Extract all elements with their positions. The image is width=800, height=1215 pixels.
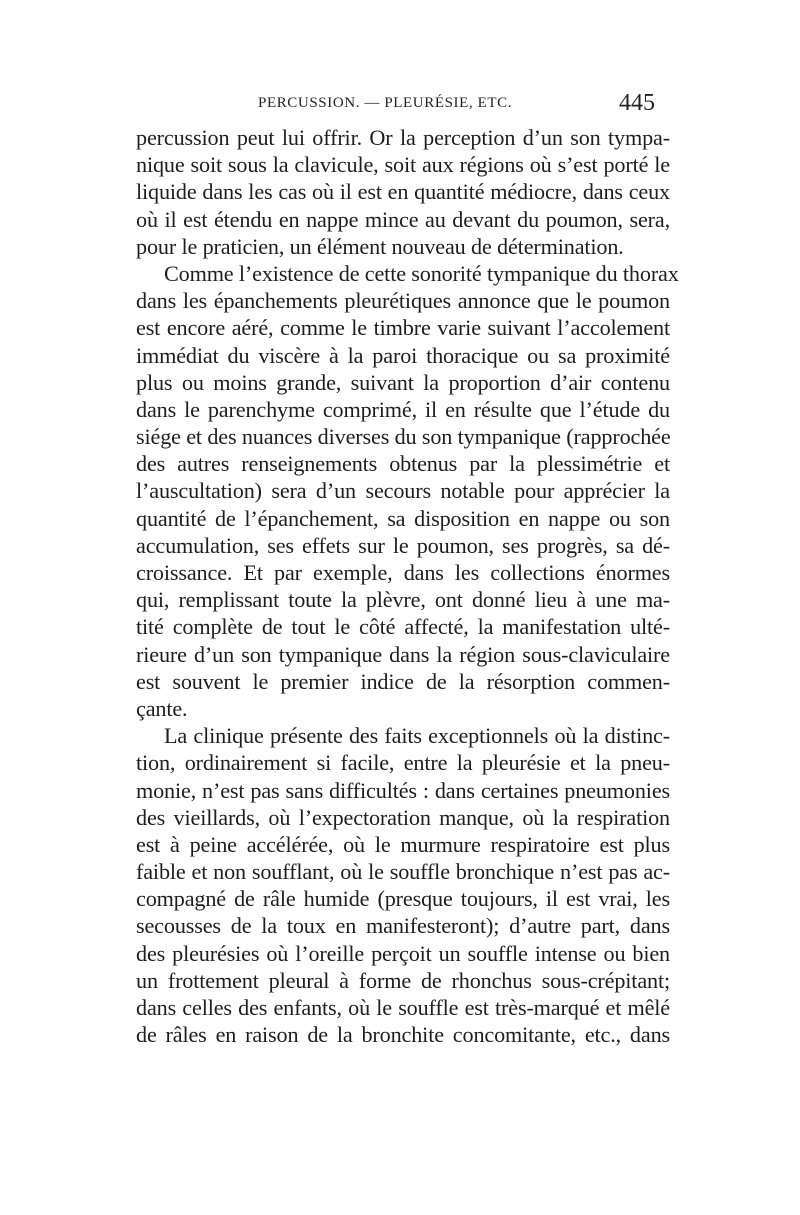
paragraph-start-line: Comme l’existence de cette sonorité tympanique du thorax <box>164 260 679 286</box>
text-line: des pleurésies où l’oreille perçoit un souffle intense ou bien <box>136 940 670 966</box>
text-line: accumulation, ses effets sur le poumon, ses progrès, sa dé- <box>136 532 670 558</box>
text-line: pour le praticien, un élément nouveau de détermination. <box>136 233 624 259</box>
text-line: tion, ordinairement si facile, entre la pleurésie et la pneu- <box>136 750 670 776</box>
text-line: liquide dans les cas où il est en quantité médiocre, dans ceux <box>136 179 670 205</box>
paragraph-start-line: La clinique présente des faits exceptionnels où la distinc- <box>164 723 670 749</box>
text-line: plus ou moins grande, suivant la proportion d’air contenu <box>136 369 670 395</box>
text-line: des autres renseignements obtenus par la plessimétrie et <box>136 451 670 477</box>
body-text <box>136 124 679 1048</box>
text-line: où il est étendu en nappe mince au devant du poumon, sera, <box>136 206 670 232</box>
text-line: faible et non soufflant, où le souffle bronchique n’est pas ac- <box>136 859 670 885</box>
text-line: croissance. Et par exemple, dans les collections énormes <box>136 560 670 585</box>
text-line: immédiat du viscère à la paroi thoracique ou sa proximité <box>136 342 670 368</box>
text-line: dans celles des enfants, où le souffle est très-marqué et mêlé <box>136 995 670 1020</box>
text-line: un frottement pleural à forme de rhonchus sous-crépitant; <box>136 967 670 993</box>
text-line: l’auscultation) sera d’un secours notable pour apprécier la <box>136 478 670 504</box>
text-line: est à peine accélérée, où le murmure respiratoire est plus <box>136 831 670 857</box>
text-line: dans les épanchements pleurétiques annonce que le poumon <box>136 288 670 314</box>
text-line: est souvent le premier indice de la résorption commen- <box>136 668 670 694</box>
text-line: des vieillards, où l’expectoration manque, où la respiration <box>136 804 670 830</box>
text-line: siége et des nuances diverses du son tympanique (rapprochée <box>136 424 671 450</box>
running-head <box>0 90 800 119</box>
text-line: qui, remplissant toute la plèvre, ont donné lieu à une ma- <box>136 587 670 613</box>
text-line: monie, n’est pas sans difficultés : dans certaines pneumonies <box>136 777 670 803</box>
text-line: tité complète de tout le côté affecté, la manifestation ulté- <box>136 614 670 640</box>
text-line: est encore aéré, comme le timbre varie suivant l’accolement <box>136 315 670 341</box>
running-title: PERCUSSION. — PLEURÉSIE, ETC. <box>258 95 513 111</box>
text-line: de râles en raison de la bronchite concomitante, etc., dans <box>136 1022 670 1048</box>
text-line: rieure d’un son tympanique dans la région sous-claviculaire <box>136 641 670 667</box>
text-line: quantité de l’épanchement, sa disposition en nappe ou son <box>136 505 670 531</box>
text-line: çante. <box>136 695 188 721</box>
text-line: percussion peut lui offrir. Or la perception d’un son tympa- <box>136 125 670 150</box>
text-line: nique soit sous la clavicule, soit aux régions où s’est porté le <box>136 152 670 178</box>
text-line: secousses de la toux en manifesteront); d’autre part, dans <box>136 913 670 939</box>
page-number: 445 <box>619 90 655 116</box>
text-line: compagné de râle humide (presque toujours, il est vrai, les <box>136 886 670 912</box>
text-line: dans le parenchyme comprimé, il en résulte que l’étude du <box>136 396 670 422</box>
